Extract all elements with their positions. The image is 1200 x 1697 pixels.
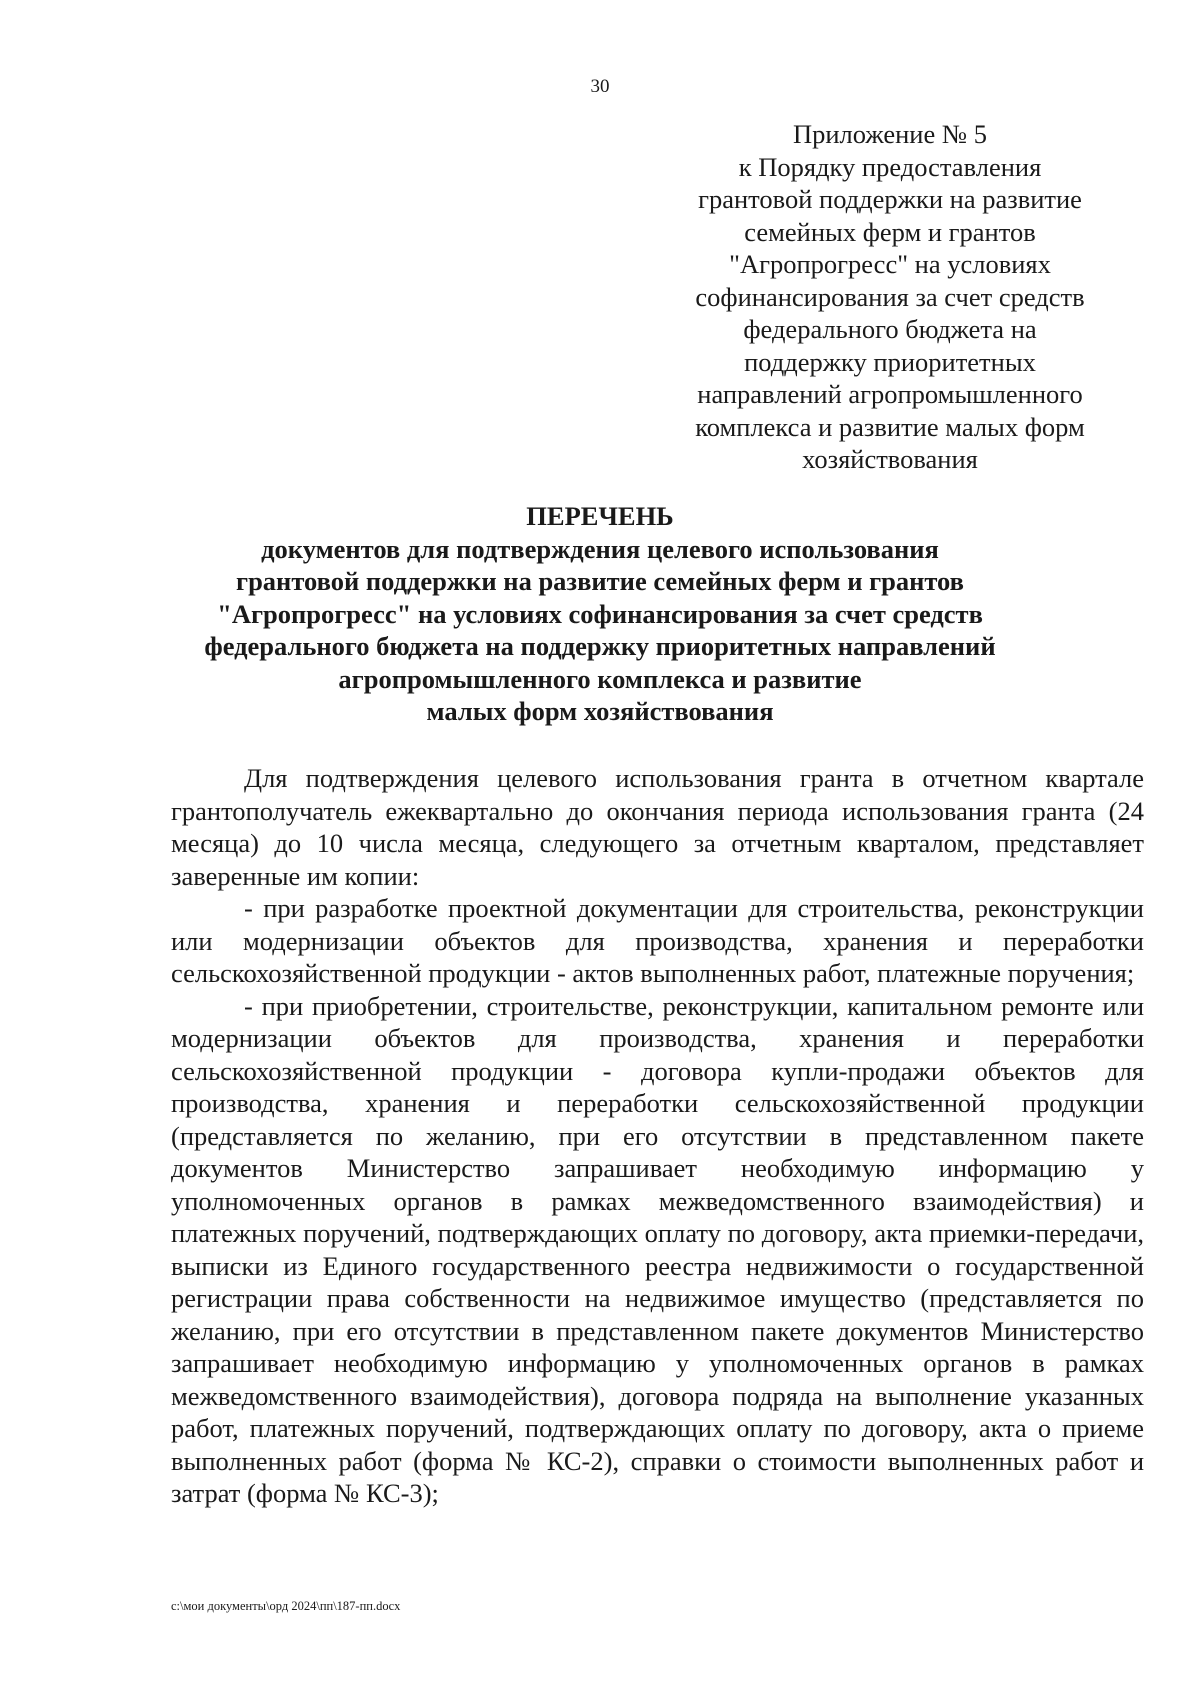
appendix-line: "Агропрогресс" на условиях	[729, 249, 1051, 279]
appendix-line: софинансирования за счет средств	[695, 281, 1085, 312]
appendix-line: комплекса и развитие малых форм	[695, 411, 1085, 442]
appendix-line: федерального бюджета на	[743, 314, 1037, 344]
title-line: грантовой поддержки на развитие семейных ферм и грантов	[236, 566, 964, 596]
appendix-line: хозяйствования	[802, 444, 978, 474]
title-line: агропромышленного комплекса и развитие	[338, 663, 862, 694]
body-paragraph: - при разработке проектной документации для строительства, реконструкции или модернизации объектов для производства, хранения и переработки сельскохозяйственной продукции - актов выполненных работ, платежные поручения;	[171, 893, 1144, 988]
appendix-header	[680, 118, 1100, 476]
body-paragraph: Для подтверждения целевого использования гранта в отчетном квартале грантополучатель ежеквартально до окончания периода использования гранта (24 месяца) до 10 числа месяца, следующего за отчетным кварталом, представляет заверенные им копии:	[171, 763, 1144, 891]
appendix-line: направлений агропромышленного	[697, 379, 1083, 409]
document-title	[140, 500, 1060, 728]
title-line: малых форм хозяйствования	[426, 696, 774, 726]
appendix-line: к Порядку предоставления	[738, 151, 1042, 182]
appendix-line: поддержку приоритетных	[744, 346, 1036, 377]
body-paragraph: - при приобретении, строительстве, реконструкции, капитальном ремонте или модернизации объектов для производства, хранения и переработки сельскохозяйственной продукции - договора купли-продажи объектов для производства, хранения и переработки сельскохозяйственной продукции (представляется по желанию, при его отсутствии в представленном пакете документов Министерство запрашивает необходимую информацию у уполномоченных органов в рамках межведомственного взаимодействия) и платежных поручений, подтверждающих оплату по договору, акта приемки-передачи, выписки из Единого государственного реестра недвижимости о государственной регистрации права собственности на недвижимое имущество (представляется по желанию, при его отсутствии в представленном пакете документов Министерство запрашивает необходимую информацию у уполномоченных органов в рамках межведомственного взаимодействия), договора подряда на выполнение указанных работ, платежных поручений, подтверждающих оплату по договору, акта о приеме выполненных работ (форма № КС-2), справки о стоимости выполненных работ и затрат (форма № КС-3);	[171, 990, 1144, 1508]
page-number: 30	[590, 76, 610, 97]
title-line: "Агропрогресс" на условиях софинансирования за счет средств	[217, 598, 983, 629]
appendix-line: Приложение № 5	[792, 119, 987, 149]
appendix-line: грантовой поддержки на развитие	[698, 184, 1082, 214]
appendix-line: семейных ферм и грантов	[744, 216, 1036, 247]
title-heading: ПЕРЕЧЕНЬ	[526, 501, 674, 531]
title-line: документов для подтверждения целевого использования	[261, 533, 939, 564]
footer-file-path: c:\мои документы\орд 2024\пп\187-пп.docx	[171, 1599, 401, 1613]
document-body	[171, 762, 1144, 1510]
title-line: федерального бюджета на поддержку приоритетных направлений	[204, 631, 996, 661]
